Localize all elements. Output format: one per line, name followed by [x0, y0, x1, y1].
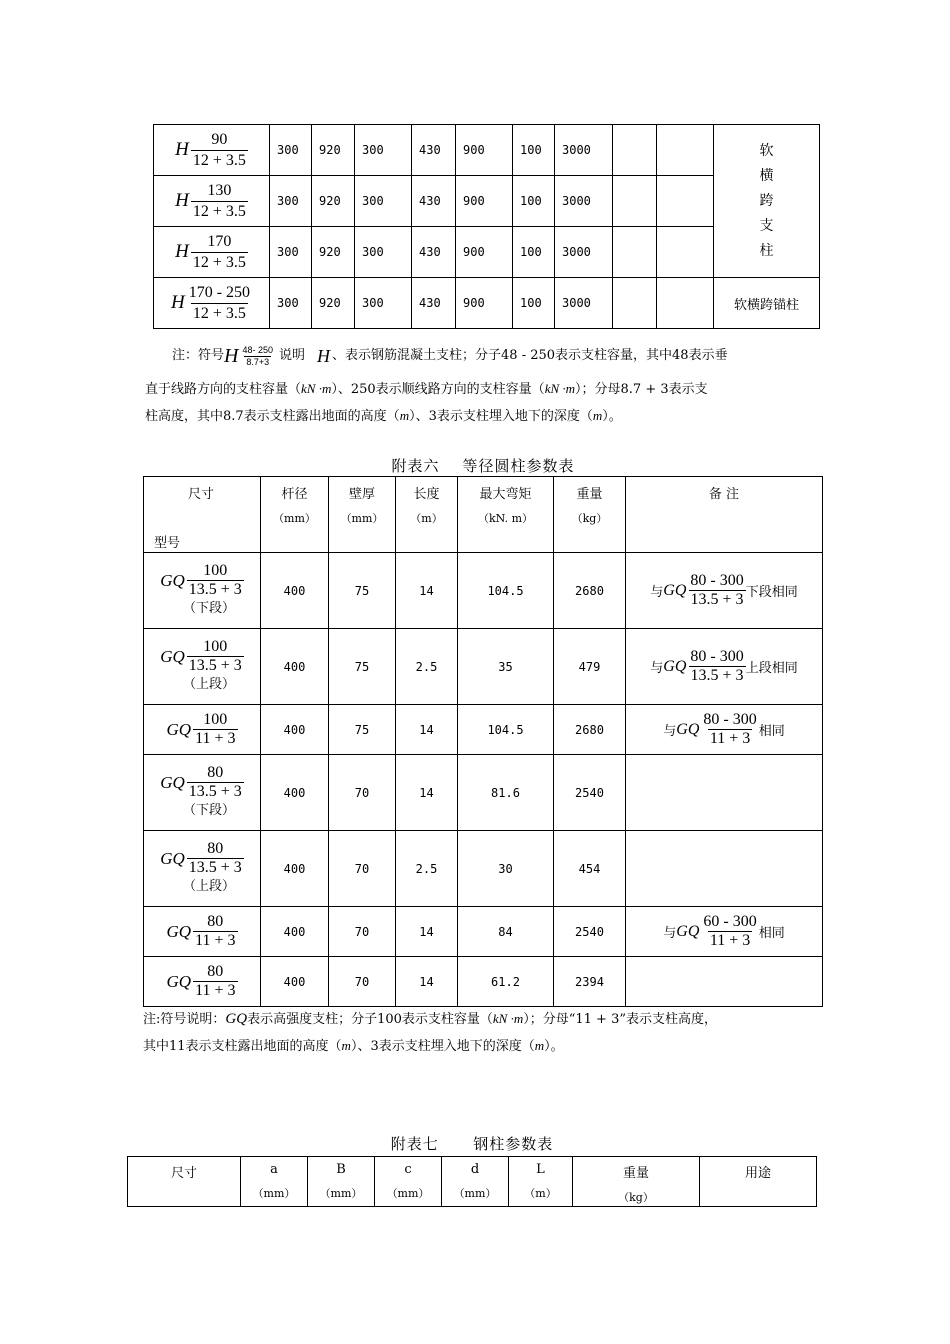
fraction-denominator: 13.5 + 3 — [188, 657, 242, 674]
header-cell — [442, 1157, 509, 1207]
header-model: 型号 — [154, 536, 181, 551]
header-label: 尺寸 — [170, 1166, 197, 1181]
value-cell: 900 — [456, 227, 513, 278]
symbol-gq: GQ — [160, 772, 185, 792]
value-cell: 479 — [554, 629, 626, 705]
value-cell: 100 — [513, 125, 555, 176]
value-cell: 75 — [329, 629, 396, 705]
remark-prefix: 与 — [650, 661, 664, 676]
value-cell: 2.5 — [396, 629, 458, 705]
symbol-gq: GQ — [166, 971, 192, 991]
symbol-gq: GQ — [166, 719, 192, 739]
remark-suffix: 上段相同 — [745, 661, 798, 676]
table-row — [154, 125, 820, 176]
note-text: ）、3表示支柱埋入地下的深度（ — [350, 1039, 535, 1054]
header-cell — [128, 1157, 241, 1207]
symbol-fraction — [240, 345, 275, 368]
value-cell: 104.5 — [458, 705, 554, 755]
model-cell — [154, 125, 270, 176]
header-wall-thickness: 壁厚 （mm） — [329, 477, 396, 553]
fraction-denominator: 12 + 3.5 — [192, 253, 246, 271]
value-cell: 14 — [396, 957, 458, 1007]
value-cell: 400 — [261, 907, 329, 957]
fraction-numerator: 80 — [207, 764, 224, 781]
note-text: 其中11表示支柱露出地面的高度（ — [143, 1039, 342, 1054]
note-text: 、表示钢筋混凝土支柱；分子48 - 250表示支柱容量，其中48表示垂 — [332, 348, 728, 363]
value-cell: 900 — [456, 176, 513, 227]
header-diameter: 杆径 （mm） — [261, 477, 329, 553]
note-h-symbol — [145, 340, 815, 430]
remark-cell — [626, 629, 823, 705]
value-cell: 920 — [312, 227, 355, 278]
model-fraction — [193, 963, 237, 1000]
value-cell — [613, 227, 657, 278]
remark-suffix: 相同 — [758, 724, 785, 739]
value-cell: 400 — [261, 629, 329, 705]
symbol-gq: GQ — [160, 646, 185, 666]
group-label-char: 支 — [759, 217, 774, 234]
value-cell: 300 — [355, 278, 412, 329]
table-title: 附表六 等径圆柱参数表 — [391, 457, 575, 475]
table-row — [144, 705, 823, 755]
value-cell: 300 — [355, 125, 412, 176]
fraction-denominator: 12 + 3.5 — [192, 202, 246, 220]
model-cell — [144, 957, 261, 1007]
unit: kN ·m — [544, 381, 576, 396]
model-cell — [154, 227, 270, 278]
value-cell: 2680 — [554, 553, 626, 629]
value-cell: 920 — [312, 278, 355, 329]
remark-prefix: 与 — [663, 724, 677, 739]
model-cell — [144, 755, 261, 831]
header-label: B — [336, 1162, 346, 1177]
header-label: a — [270, 1162, 278, 1177]
symbol-gq: GQ — [663, 581, 687, 599]
unit: m — [534, 1038, 545, 1053]
value-cell: 3000 — [555, 176, 613, 227]
table-title: 附表七 钢柱参数表 — [390, 1135, 554, 1153]
symbol-gq: GQ — [676, 922, 700, 940]
model-fraction — [191, 130, 248, 171]
model-fraction — [193, 711, 237, 748]
remark-cell — [626, 907, 823, 957]
remark-cell — [626, 755, 823, 831]
table-row — [144, 831, 823, 907]
value-cell: 900 — [456, 125, 513, 176]
remark-cell — [626, 831, 823, 907]
remark-cell — [626, 705, 823, 755]
symbol-h: H — [175, 139, 189, 160]
fraction-numerator: 80 — [207, 840, 224, 857]
header-label: 重量 — [622, 1166, 649, 1181]
header-max-moment: 最大弯矩 （kN. m） — [458, 477, 554, 553]
fraction-numerator: 100 — [203, 638, 228, 655]
value-cell — [657, 176, 714, 227]
value-cell — [613, 125, 657, 176]
symbol-h: H — [175, 241, 189, 262]
symbol-h: H — [317, 346, 331, 366]
value-cell: 2.5 — [396, 831, 458, 907]
fraction-numerator: 170 — [207, 232, 232, 250]
value-cell: 104.5 — [458, 553, 554, 629]
value-cell: 30 — [458, 831, 554, 907]
header-label: d — [470, 1162, 480, 1177]
model-cell — [144, 629, 261, 705]
fraction-numerator: 80 — [207, 963, 224, 980]
model-fraction — [187, 283, 252, 324]
value-cell: 400 — [261, 957, 329, 1007]
header-length: 长度 （m） — [396, 477, 458, 553]
symbol-gq: GQ — [160, 570, 185, 590]
model-fraction — [191, 232, 248, 273]
symbol-gq: GQ — [166, 921, 192, 941]
table-header-row — [128, 1157, 817, 1207]
value-cell: 300 — [355, 176, 412, 227]
group-label-char: 柱 — [759, 242, 774, 259]
header-label: 用途 — [744, 1166, 771, 1181]
model-cell — [144, 831, 261, 907]
value-cell: 3000 — [555, 227, 613, 278]
value-cell: 70 — [329, 831, 396, 907]
value-cell: 300 — [270, 125, 312, 176]
value-cell — [613, 176, 657, 227]
symbol-h: H — [175, 190, 189, 211]
header-unit: （kg） — [618, 1191, 654, 1204]
note-text: 柱高度，其中8.7表示支柱露出地面的高度（ — [145, 409, 400, 424]
table-row — [144, 629, 823, 705]
value-cell: 14 — [396, 553, 458, 629]
note-text: ）。 — [544, 1039, 564, 1054]
segment-label: （下段） — [182, 601, 235, 616]
value-cell: 2540 — [554, 755, 626, 831]
segment-label: （下段） — [182, 803, 235, 818]
value-cell: 300 — [270, 176, 312, 227]
segment-label: （上段） — [182, 677, 235, 692]
model-cell — [154, 278, 270, 329]
header-remarks: 备 注 — [626, 477, 823, 553]
value-cell: 100 — [513, 278, 555, 329]
value-cell: 84 — [458, 907, 554, 957]
symbol-gq: GQ — [676, 720, 700, 738]
remark-prefix: 与 — [650, 585, 664, 600]
remark-cell — [626, 553, 823, 629]
fraction-denominator: 11 + 3 — [195, 730, 236, 747]
note-text: ）、250表示顺线路方向的支柱容量（ — [331, 382, 545, 397]
fraction-denominator: 13.5 + 3 — [690, 591, 744, 608]
value-cell: 61.2 — [458, 957, 554, 1007]
fraction-denominator: 12 + 3.5 — [192, 151, 246, 169]
remark-fraction — [688, 648, 745, 685]
value-cell: 70 — [329, 907, 396, 957]
fraction-numerator: 100 — [203, 711, 228, 728]
unit: m — [399, 408, 410, 423]
model-cell — [154, 176, 270, 227]
group-label-cell — [714, 125, 820, 278]
value-cell: 300 — [270, 227, 312, 278]
header-weight: 重量 （kg） — [554, 477, 626, 553]
group-label-char: 软 — [759, 142, 774, 159]
model-cell — [144, 553, 261, 629]
unit: m — [592, 408, 603, 423]
model-fraction — [187, 840, 244, 877]
value-cell: 14 — [396, 705, 458, 755]
fraction-numerator: 80 — [207, 913, 224, 930]
value-cell: 300 — [270, 278, 312, 329]
symbol-h: H — [170, 292, 185, 313]
header-unit: （mm） — [319, 1187, 363, 1200]
unit: m — [341, 1038, 351, 1053]
fraction-denominator: 11 + 3 — [195, 982, 236, 999]
value-cell: 14 — [396, 907, 458, 957]
value-cell: 100 — [513, 227, 555, 278]
symbol-gq: GQ — [225, 1011, 248, 1027]
value-cell — [657, 227, 714, 278]
value-cell: 430 — [412, 176, 456, 227]
note-text: 说明 — [279, 348, 306, 363]
fraction-numerator: 80 - 300 — [703, 711, 757, 728]
fraction-denominator: 13.5 + 3 — [188, 581, 242, 598]
model-fraction — [187, 638, 244, 675]
value-cell — [657, 278, 714, 329]
header-cell — [375, 1157, 442, 1207]
fraction-denominator: 12 + 3.5 — [192, 304, 246, 322]
value-cell: 300 — [355, 227, 412, 278]
value-cell: 14 — [396, 755, 458, 831]
model-fraction — [187, 562, 244, 599]
model-fraction — [193, 913, 237, 950]
fraction-numerator: 130 — [207, 181, 232, 199]
value-cell: 2394 — [554, 957, 626, 1007]
note-text: 表示高强度支柱；分子100表示支柱容量（ — [247, 1012, 493, 1027]
header-label: c — [404, 1162, 412, 1177]
value-cell: 2680 — [554, 705, 626, 755]
table-equal-diameter-columns — [143, 476, 823, 1007]
value-cell: 400 — [261, 553, 329, 629]
fraction-denominator: 11 + 3 — [709, 730, 751, 747]
remark-fraction — [701, 913, 758, 950]
note-text: ）；分母8.7 + 3表示支 — [575, 382, 708, 397]
symbol-h: H — [224, 345, 239, 367]
anchor-label-cell: 软横跨锚柱 — [714, 278, 820, 329]
header-size: 尺寸 — [188, 487, 215, 502]
remark-fraction — [688, 572, 745, 609]
header-unit: （mm） — [453, 1187, 497, 1200]
value-cell: 920 — [312, 176, 355, 227]
fraction-numerator: 170 - 250 — [188, 283, 251, 301]
value-cell: 100 — [513, 176, 555, 227]
symbol-denominator: 8.7+3 — [246, 356, 270, 367]
header-corner — [144, 477, 261, 553]
value-cell: 400 — [261, 705, 329, 755]
value-cell: 81.6 — [458, 755, 554, 831]
note-text: 注:符号说明： — [143, 1012, 226, 1027]
fraction-denominator: 11 + 3 — [195, 932, 236, 949]
fraction-denominator: 13.5 + 3 — [690, 667, 744, 684]
table-row — [144, 755, 823, 831]
table-row — [144, 553, 823, 629]
remark-fraction — [701, 711, 758, 748]
model-fraction — [187, 764, 244, 801]
unit: kN ·m — [301, 381, 332, 396]
remark-suffix: 下段相同 — [745, 585, 798, 600]
header-label: L — [536, 1162, 545, 1177]
value-cell: 75 — [329, 705, 396, 755]
fraction-numerator: 80 - 300 — [690, 648, 744, 665]
value-cell: 400 — [261, 755, 329, 831]
header-unit: （mm） — [386, 1187, 430, 1200]
value-cell: 3000 — [555, 278, 613, 329]
value-cell: 430 — [412, 278, 456, 329]
model-cell — [144, 907, 261, 957]
symbol-numerator: 48- 250 — [242, 344, 273, 355]
table-steel-columns — [127, 1156, 817, 1207]
value-cell: 2540 — [554, 907, 626, 957]
fraction-denominator: 13.5 + 3 — [188, 783, 242, 800]
segment-label: （上段） — [182, 879, 235, 894]
unit: kN ·m — [492, 1011, 524, 1026]
model-fraction — [191, 181, 248, 222]
table-support-columns — [153, 124, 820, 329]
symbol-gq: GQ — [160, 848, 185, 868]
fraction-numerator: 90 — [211, 130, 228, 148]
value-cell: 454 — [554, 831, 626, 907]
note-text: 注：符号 — [172, 348, 225, 363]
note-text: ）。 — [602, 409, 622, 424]
note-text: 直于线路方向的支柱容量（ — [145, 382, 302, 397]
header-cell — [700, 1157, 817, 1207]
value-cell: 3000 — [555, 125, 613, 176]
value-cell: 75 — [329, 553, 396, 629]
header-unit: （mm） — [252, 1187, 296, 1200]
group-label-char: 跨 — [759, 192, 774, 209]
model-cell — [144, 705, 261, 755]
fraction-numerator: 100 — [203, 562, 228, 579]
group-label-char: 横 — [759, 167, 774, 184]
value-cell — [657, 125, 714, 176]
value-cell: 430 — [412, 227, 456, 278]
note-gq-symbol — [143, 1006, 833, 1060]
value-cell: 70 — [329, 957, 396, 1007]
value-cell: 70 — [329, 755, 396, 831]
fraction-numerator: 80 - 300 — [690, 572, 744, 589]
value-cell: 400 — [261, 831, 329, 907]
header-cell — [308, 1157, 375, 1207]
remark-suffix: 相同 — [758, 926, 785, 941]
table-row — [154, 278, 820, 329]
remark-prefix: 与 — [663, 926, 677, 941]
value-cell — [613, 278, 657, 329]
table-header-row — [144, 477, 823, 553]
header-cell — [573, 1157, 700, 1207]
value-cell: 35 — [458, 629, 554, 705]
note-text: ）、3表示支柱埋入地下的深度（ — [409, 409, 593, 424]
value-cell: 900 — [456, 278, 513, 329]
note-text: ）；分母“11 + 3”表示支柱高度， — [523, 1012, 717, 1027]
table-row — [144, 957, 823, 1007]
fraction-denominator: 11 + 3 — [709, 932, 751, 949]
header-cell — [241, 1157, 308, 1207]
header-cell — [509, 1157, 573, 1207]
remark-cell — [626, 957, 823, 1007]
fraction-denominator: 13.5 + 3 — [188, 859, 242, 876]
header-unit: （m） — [524, 1187, 557, 1200]
value-cell: 920 — [312, 125, 355, 176]
symbol-gq: GQ — [663, 657, 687, 675]
table-row — [144, 907, 823, 957]
fraction-numerator: 60 - 300 — [703, 913, 757, 930]
value-cell: 430 — [412, 125, 456, 176]
